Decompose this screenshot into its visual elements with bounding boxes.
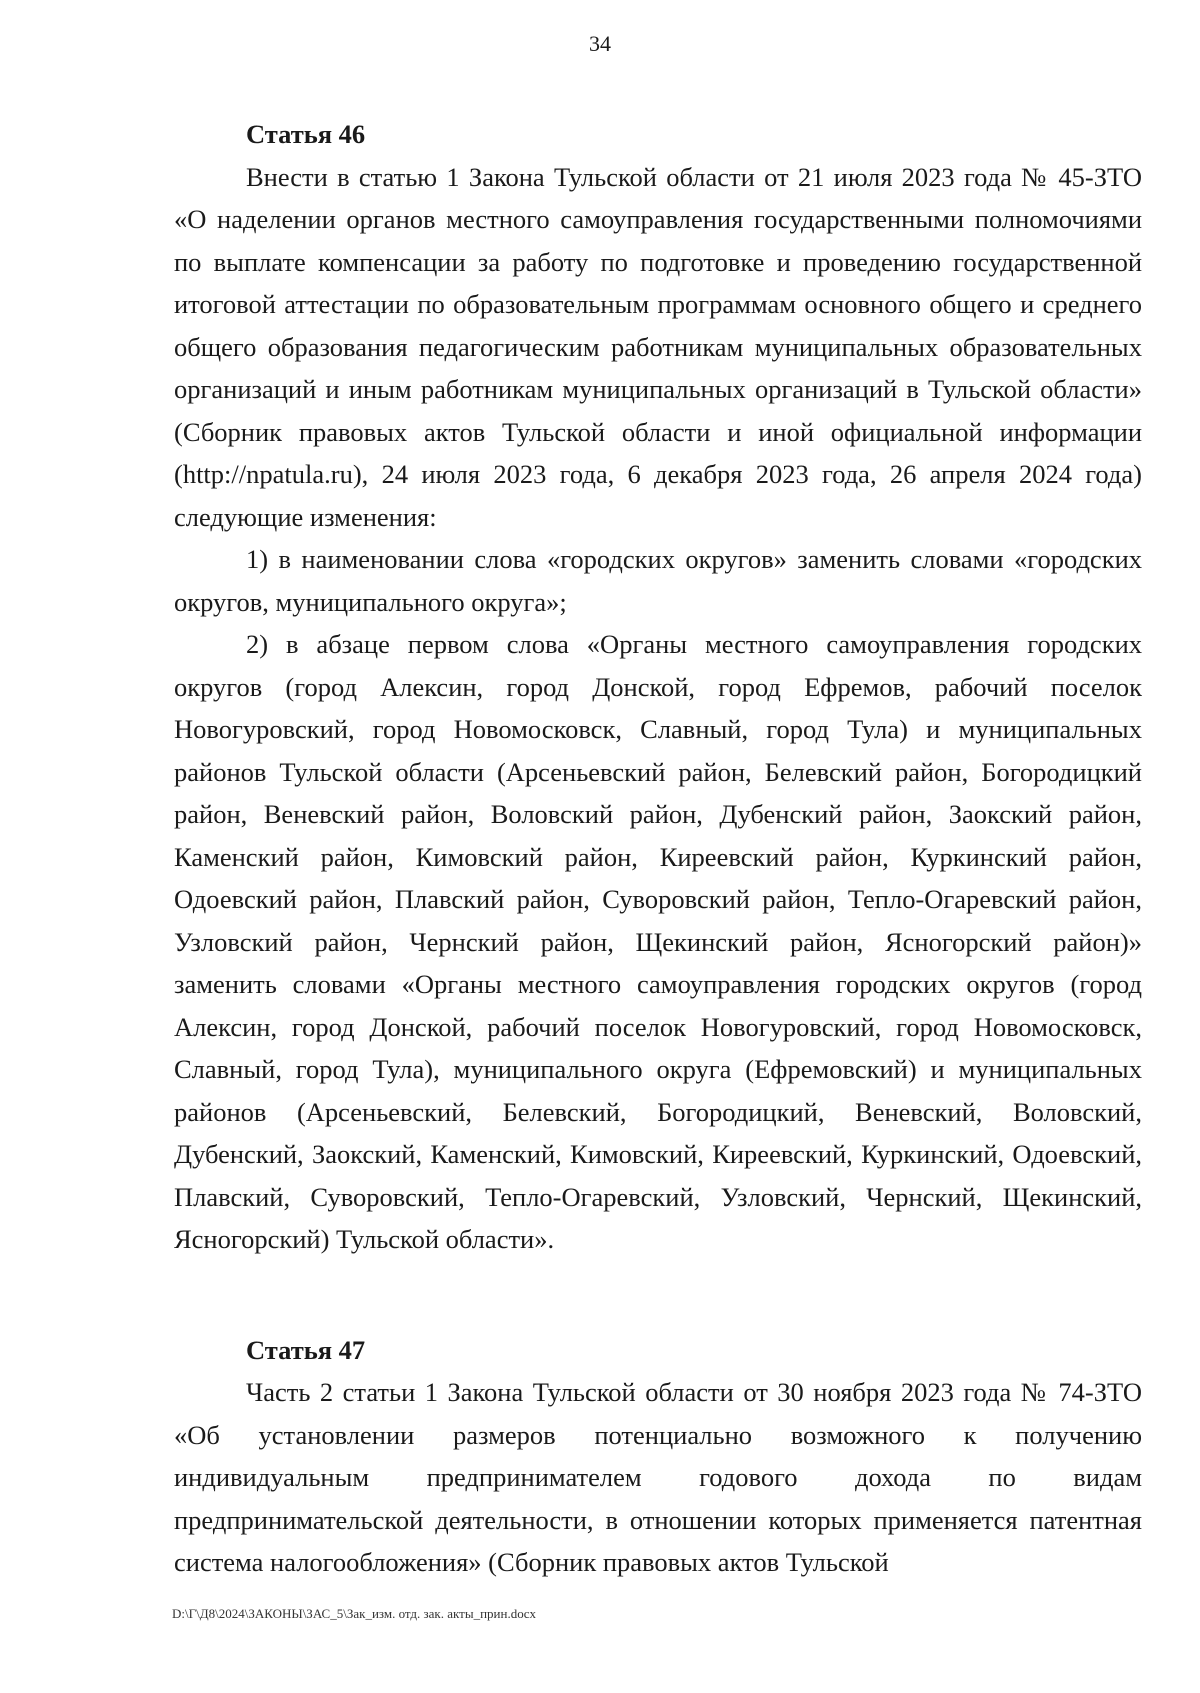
article-46 xyxy=(174,113,1142,1261)
footer-file-path: D:\Г\Д8\2024\ЗАКОНЫ\ЗАС_5\Зак_изм. отд. зак. акты_прин.docx xyxy=(172,1606,536,1621)
article-heading: Статья 46 xyxy=(246,119,366,149)
article-paragraph: Внести в статью 1 Закона Тульской области от 21 июля 2023 года № 45-ЗТО «О наделении органов местного самоуправления государственными полномочиями по выплате компенсации за работу по подготовке и проведению государственной итоговой аттестации по образовательным программам основного общего и среднего общего образования педагогическим работникам муниципальных образовательных организаций и иным работникам муниципальных организаций в Тульской области» (Сборник правовых актов Тульской области и иной официальной информации (http://npatula.ru), 24 июля 2023 года, 6 декабря 2023 года, 26 апреля 2024 года) следующие изменения: xyxy=(174,161,1142,532)
article-47 xyxy=(174,1329,1142,1584)
article-heading: Статья 47 xyxy=(246,1334,366,1365)
article-spacer xyxy=(174,1261,1142,1329)
article-paragraph: Часть 2 статьи 1 Закона Тульской области от 30 ноября 2023 года № 74-ЗТО «Об установлении размеров потенциально возможного к получению индивидуальным предпринимателем годового дохода по видам предпринимательской деятельности, в отношении которых применяется патентная система налогообложения» (Сборник правовых актов Тульской xyxy=(174,1377,1142,1577)
article-paragraph: 1) в наименовании слова «городских округов» заменить словами «городских округов, муниципального округа»; xyxy=(174,544,1142,617)
page-number: 34 xyxy=(589,31,611,56)
article-paragraph: 2) в абзаце первом слова «Органы местного самоуправления городских округов (город Алексин, город Донской, город Ефремов, рабочий поселок Новогуровский, город Новомосковск, Славный, город Тула) и муниципальных районов Тульской области (Арсеньевский район, Белевский район, Богородицкий район, Веневский район, Воловский район, Дубенский район, Заокский район, Каменский район, Кимовский район, Киреевский район, Куркинский район, Одоевский район, Плавский район, Суворовский район, Тепло-Огаревский район, Узловский район, Чернский район, Щекинский район, Ясногорский район)» заменить словами «Органы местного самоуправления городских округов (город Алексин, город Донской, рабочий поселок Новогуровский, город Новомосковск, Славный, город Тула), муниципального округа (Ефремовский) и муниципальных районов (Арсеньевский, Белевский, Богородицкий, Веневский, Воловский, Дубенский, Заокский, Каменский, Кимовский, Киреевский, Куркинский, Одоевский, Плавский, Суворовский, Тепло-Огаревский, Узловский, Чернский, Щекинский, Ясногорский) Тульской области». xyxy=(174,629,1142,1254)
document-body xyxy=(174,113,1142,1584)
